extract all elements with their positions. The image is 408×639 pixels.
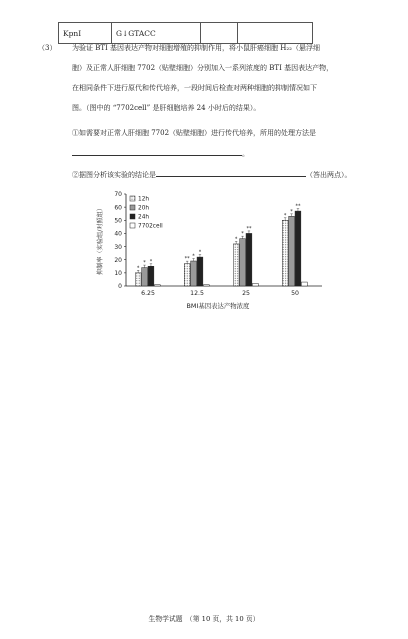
y-tick-label: 0 (118, 283, 122, 291)
y-tick-label: 30 (114, 243, 122, 251)
bar-24h-25 (246, 233, 252, 286)
legend-label-12h: 12h (138, 196, 150, 203)
chart-plot (96, 191, 322, 310)
significance-mark: * (192, 253, 195, 260)
table-row (59, 23, 313, 44)
page-footer: 生物学试题 （第 10 页，共 10 页） (148, 615, 260, 623)
y-axis-label: 抑制率（实验组/对照组） (97, 204, 104, 276)
sub-question-2-end: （答出两点）。 (306, 171, 352, 179)
table-cell-empty-2 (238, 23, 313, 44)
significance-mark: * (149, 258, 153, 265)
significance-mark: ** (246, 225, 252, 232)
legend-swatch-20h (130, 205, 135, 210)
legend-swatch-7702cell (130, 223, 135, 228)
y-tick-label: 40 (114, 230, 122, 238)
answer-blank-2[interactable] (156, 168, 306, 177)
table-cell-site: G↓GTACC (112, 23, 201, 44)
x-tick-label: 50 (291, 290, 299, 297)
x-axis-label: BMI基因表达产物浓度 (186, 302, 250, 310)
y-tick-label: 60 (114, 204, 122, 212)
legend-label-7702cell: 7702cell (138, 223, 163, 230)
significance-mark: ** (295, 203, 301, 210)
significance-mark: * (290, 208, 293, 215)
significance-mark: * (136, 265, 140, 272)
bar-24h-50 (295, 211, 301, 286)
bar-7702cell-50 (301, 282, 307, 286)
bar-24h-12.5 (197, 257, 203, 286)
x-tick-label: 6.25 (141, 290, 155, 297)
question-number: （3） (38, 44, 57, 52)
sub-question-1: ①如需要对正常人肝细胞 7702（贴壁细胞）进行传代培养，所用的处理方法是 (72, 129, 317, 137)
bar-7702cell-25 (252, 283, 258, 286)
bar-12h-50 (282, 220, 288, 286)
legend-label-24h: 24h (138, 214, 150, 221)
significance-mark: ** (184, 256, 190, 263)
legend-swatch-12h (130, 196, 135, 201)
question-line-4: 图。（图中的 “7702cell” 是肝细胞培养 24 小时后的结果）。 (72, 104, 261, 112)
question-line-3: 在相同条件下进行原代和传代培养，一段时间后检查对两种细胞的抑制情况如下 (72, 84, 317, 92)
bar-chart (90, 186, 330, 316)
bar-24h-6.25 (148, 266, 154, 286)
answer-blank-1[interactable] (72, 147, 242, 156)
bar-20h-6.25 (142, 268, 148, 286)
sub-question-2-line (72, 168, 352, 180)
bar-7702cell-12.5 (203, 285, 209, 286)
bar-20h-12.5 (191, 261, 197, 286)
bar-20h-50 (289, 216, 295, 286)
question-line-2: 胞）及正常人肝细胞 7702（贴壁细胞）分别加入一系列浓度的 BTI 基因表达产物， (72, 64, 334, 72)
bar-12h-6.25 (135, 273, 141, 286)
sub-question-2: ②据图分析该实验的结论是 (72, 171, 156, 179)
bar-20h-25 (240, 239, 246, 286)
significance-mark: * (241, 231, 244, 238)
bar-12h-25 (233, 244, 239, 286)
y-tick-label: 20 (114, 256, 122, 264)
enzyme-table (58, 22, 313, 44)
significance-mark: * (283, 212, 287, 219)
significance-mark: * (198, 249, 202, 256)
table-cell-enzyme: KpnI (59, 23, 112, 44)
x-tick-label: 25 (242, 290, 250, 297)
legend-label-20h: 20h (138, 205, 150, 212)
bar-7702cell-6.25 (154, 285, 160, 286)
bar-12h-12.5 (184, 264, 190, 286)
legend-swatch-24h (130, 214, 135, 219)
question-line-1: 为验证 BTI 基因表达产物对细胞增殖的抑制作用，将小鼠肝癌细胞 H₂₂（悬浮细 (72, 44, 320, 52)
significance-mark: * (143, 260, 146, 267)
y-tick-label: 10 (114, 270, 122, 278)
table-cell-empty-1 (201, 23, 238, 44)
x-tick-label: 12.5 (190, 290, 204, 297)
y-tick-label: 70 (114, 191, 122, 199)
significance-mark: * (234, 236, 238, 243)
answer-line-1 (72, 147, 249, 159)
y-tick-label: 50 (114, 217, 122, 225)
sub-question-1-end: 。 (242, 150, 249, 158)
